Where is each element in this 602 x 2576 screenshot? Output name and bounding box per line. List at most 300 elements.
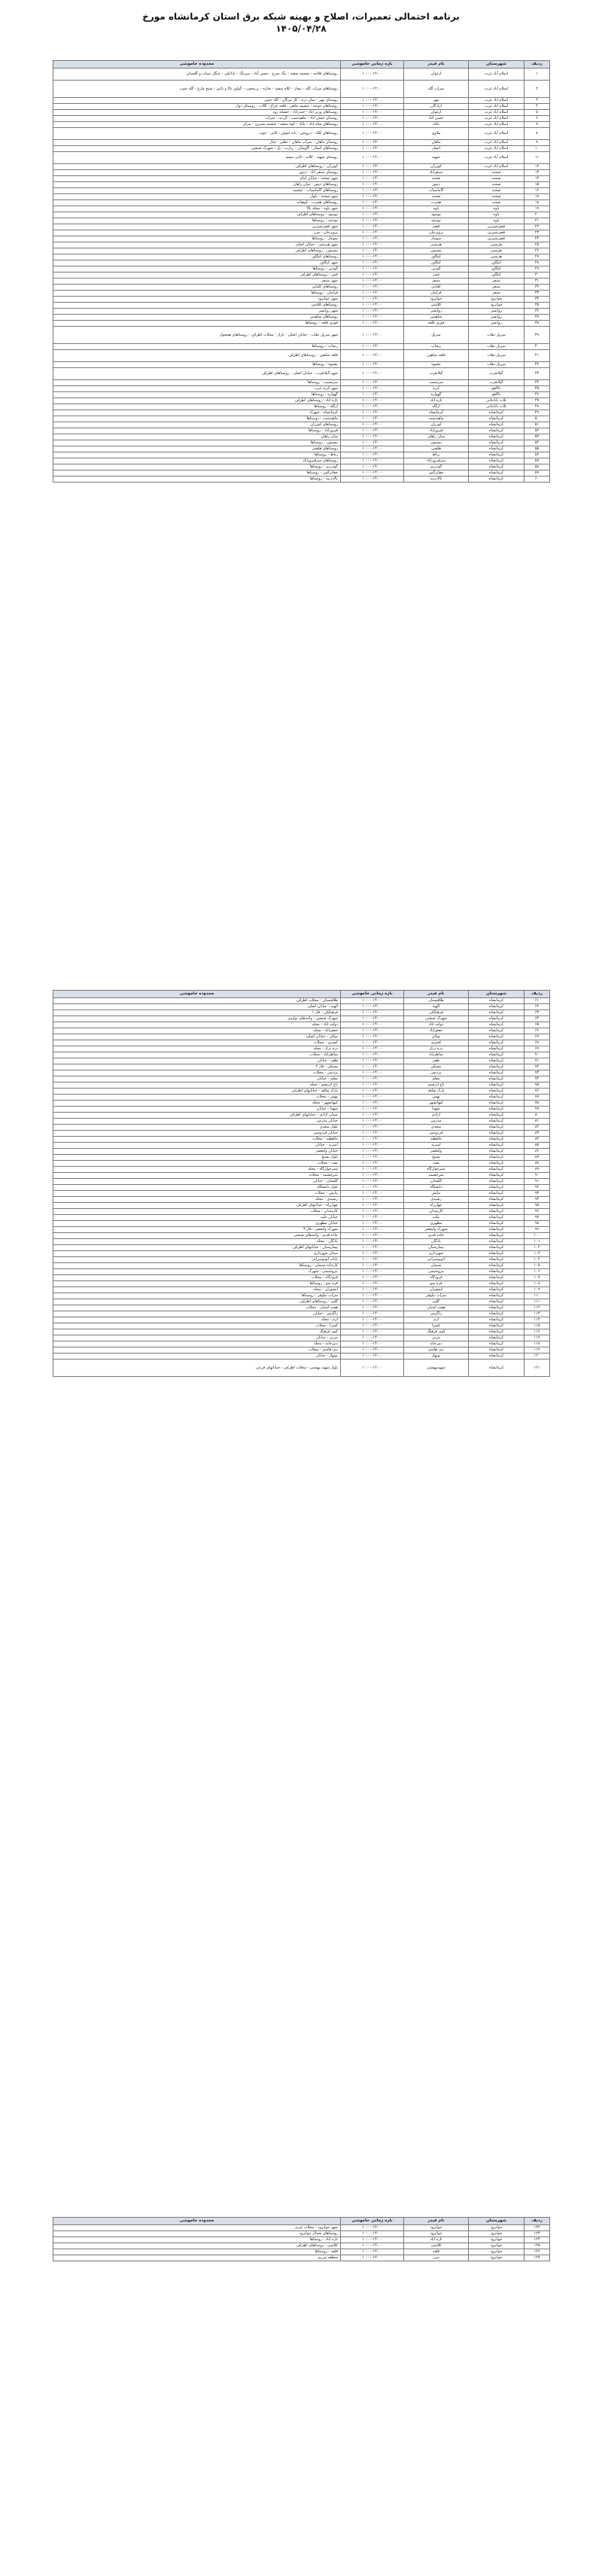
row-number-cell: ۱۱۱ — [524, 1299, 550, 1305]
county-cell: اسلام آباد غرب — [469, 104, 524, 110]
county-cell: گیلانغرب — [469, 368, 524, 380]
county-cell: جوانرود — [469, 2237, 524, 2243]
row-number-cell: ۶۸ — [524, 1040, 550, 1046]
feeder-cell: ظفر — [404, 1058, 469, 1064]
county-cell: کرمانشاه — [469, 1010, 524, 1016]
table-row — [53, 1203, 550, 1209]
header-time: بازه زمانی خاموشی — [341, 991, 404, 998]
outage-area-cell: هفت آشیان - محلات — [53, 1305, 341, 1311]
outage-area-cell: روستای مهر - میان دره - کل مرگان - گله جیبی — [53, 98, 341, 104]
outage-area-cell: میدان آزادی - خیابانهای اطراف — [53, 1113, 341, 1119]
row-number-cell: ۵۲ — [524, 428, 550, 434]
feeder-cell: پتروشیمی — [404, 1269, 469, 1275]
county-cell: کرمانشاه — [469, 1269, 524, 1275]
row-number-cell: ۱۲۱ — [524, 1360, 550, 1377]
outage-time-cell: ۱۰:۰۰-۱۴:۰۰ — [341, 1167, 404, 1173]
feeder-cell: آزادگان — [404, 104, 469, 110]
outage-time-cell: ۱۰:۰۰-۱۴:۰۰ — [341, 1257, 404, 1263]
header-county: شهرستان — [469, 61, 524, 69]
feeder-cell: هفت آشیان — [404, 1305, 469, 1311]
outage-time-cell: ۱۰:۰۰-۱۴:۰۰ — [341, 236, 404, 242]
header-feeder: نام فیدر — [404, 61, 469, 69]
row-number-cell: ۱۰ — [524, 146, 550, 152]
outage-area-cell: قلعه - روستاها — [53, 2249, 341, 2255]
header-time: بازه زمانی خاموشی — [341, 61, 404, 69]
header-feeder: نام فیدر — [404, 991, 469, 998]
outage-area-cell: شهر کرند غرب — [53, 386, 341, 392]
row-number-cell: ۸۱ — [524, 1119, 550, 1125]
table-row — [53, 1155, 550, 1161]
row-number-cell: ۹۷ — [524, 1215, 550, 1221]
outage-area-cell: نوکان - خیابان اصلی — [53, 1034, 341, 1040]
feeder-cell: سیمان — [404, 1263, 469, 1269]
outage-time-cell: ۱۰:۰۰-۱۴:۰۰ — [341, 1263, 404, 1269]
table-row — [53, 1275, 550, 1281]
county-cell: جوانرود — [469, 2249, 524, 2255]
row-number-cell: ۱۳ — [524, 170, 550, 176]
county-cell: اسلام آباد غرب — [469, 152, 524, 164]
outage-time-cell: ۱۰:۰۰-۱۴:۰۰ — [341, 1046, 404, 1052]
feeder-cell: کرند — [404, 386, 469, 392]
county-cell: کنگاور — [469, 273, 524, 279]
table-row — [53, 140, 550, 146]
outage-area-cell: روستاهای دینور - میان راهان — [53, 182, 341, 188]
row-number-cell: ۵۹ — [524, 470, 550, 477]
outage-area-cell: دبیرخانه - محله — [53, 1341, 341, 1347]
feeder-cell: گاماسیاب — [404, 188, 469, 194]
feeder-cell: یثربی — [404, 1335, 469, 1341]
county-cell: کرمانشاه — [469, 1155, 524, 1161]
row-number-cell: ۳۲ — [524, 285, 550, 291]
outage-area-cell: روستاهای وزیر آباد - حیدرآباد - خشکه رود — [53, 110, 341, 116]
row-number-cell: ۳۵ — [524, 303, 550, 309]
outage-time-cell: ۱۰:۰۰-۱۴:۰۰ — [341, 1161, 404, 1167]
county-cell: کرمانشاه — [469, 464, 524, 470]
outage-area-cell: کسرا - محلات — [53, 1323, 341, 1329]
county-cell: صحنه — [469, 170, 524, 176]
feeder-cell: قره سو — [404, 1281, 469, 1287]
outage-area-cell: ارم - محله — [53, 1317, 341, 1323]
outage-area-cell: پارک شاهد - خیابانهای اطراف — [53, 1089, 341, 1095]
outage-time-cell: ۱۰:۰۰-۱۴:۰۰ — [341, 291, 404, 297]
table-row — [53, 1197, 550, 1203]
row-number-cell: ۵۵ — [524, 446, 550, 452]
row-number-cell: ۹ — [524, 140, 550, 146]
county-cell: کرمانشاه — [469, 1293, 524, 1299]
outage-area-cell: کارمندان - محلات — [53, 1209, 341, 1215]
table-row — [53, 440, 550, 446]
table-row — [53, 1016, 550, 1022]
row-number-cell: ۶۶ — [524, 1028, 550, 1034]
outage-area-cell: منطقه مرزی — [53, 2255, 341, 2261]
outage-area-cell: ماهیدشت - روستاها — [53, 416, 341, 422]
county-cell: کرمانشاه — [469, 1143, 524, 1149]
table-row — [53, 303, 550, 309]
table-row — [53, 404, 550, 410]
outage-area-cell: نفت - محلات — [53, 1161, 341, 1167]
outage-area-cell: فرهنگیان - فاز ۱ — [53, 1010, 341, 1016]
outage-time-cell: ۱۰:۰۰-۱۴:۰۰ — [341, 416, 404, 422]
outage-area-cell: بیمارستان - خیابانهای اطراف — [53, 1245, 341, 1251]
outage-time-cell: ۱۰:۰۰-۱۴:۰۰ — [341, 1215, 404, 1221]
row-number-cell: ۶۱ — [524, 998, 550, 1004]
feeder-cell: نوبهار — [404, 1353, 469, 1360]
outage-time-cell: ۱۰:۰۰-۱۴:۰۰ — [341, 1131, 404, 1137]
outage-time-cell: ۱۰:۰۰-۱۴:۰۰ — [341, 1022, 404, 1028]
feeder-cell: مهر — [404, 98, 469, 104]
row-number-cell: ۱۹ — [524, 206, 550, 212]
table-row — [53, 194, 550, 200]
outage-area-cell: بنی هاشم - محلات — [53, 1347, 341, 1353]
feeder-cell: قلعه — [404, 2249, 469, 2255]
outage-area-cell: شهر صحنه - بلوار — [53, 194, 341, 200]
table-row — [53, 273, 550, 279]
row-number-cell: ۳۶ — [524, 309, 550, 315]
feeder-cell: پاوه — [404, 206, 469, 212]
outage-time-cell: ۱۰:۰۰-۱۴:۰۰ — [341, 458, 404, 464]
county-cell: پاوه — [469, 218, 524, 224]
outage-time-cell: ۱۰:۰۰-۱۴:۰۰ — [341, 1221, 404, 1227]
row-number-cell: ۲۱ — [524, 218, 550, 224]
row-number-cell: ۸۲ — [524, 1125, 550, 1131]
outage-time-cell: ۱۰:۰۰-۱۴:۰۰ — [341, 1004, 404, 1010]
feeder-cell: تازه آباد — [404, 398, 469, 404]
table-row — [53, 248, 550, 254]
county-cell: سنقر — [469, 279, 524, 285]
feeder-cell: کارمندان — [404, 1209, 469, 1215]
feeder-cell: سنقر — [404, 279, 469, 285]
outage-time-cell: ۱۰:۰۰-۱۴:۰۰ — [341, 1299, 404, 1305]
feeder-cell: ماهیدشت — [404, 416, 469, 422]
county-cell: کرمانشاه — [469, 1125, 524, 1131]
feeder-cell: جوانرود — [404, 2225, 469, 2231]
county-cell: سرپل ذهاب — [469, 362, 524, 368]
row-number-cell: ۱۲۰ — [524, 1353, 550, 1360]
feeder-cell: دینور — [404, 182, 469, 188]
header-county: شهرستان — [469, 991, 524, 998]
county-cell: کرمانشاه — [469, 1022, 524, 1028]
feeder-cell: کوزران — [404, 164, 469, 170]
feeder-cell: سنقراباد — [404, 170, 469, 176]
county-cell: کرمانشاه — [469, 1317, 524, 1323]
feeder-cell: کسرا — [404, 1323, 469, 1329]
feeder-cell: گلین — [404, 1299, 469, 1305]
feeder-cell: بشیوه — [404, 362, 469, 368]
county-cell: کرمانشاه — [469, 1257, 524, 1263]
row-number-cell: ۷۳ — [524, 1070, 550, 1076]
outage-time-cell: ۱۰:۰۰-۱۴:۰۰ — [341, 1329, 404, 1335]
outage-time-cell: ۱۰:۰۰-۱۴:۰۰ — [341, 1191, 404, 1197]
county-cell: کرمانشاه — [469, 998, 524, 1004]
feeder-cell: زاگرس — [404, 1311, 469, 1317]
row-number-cell: ۷۷ — [524, 1095, 550, 1101]
outage-time-cell: ۱۰:۰۰-۱۴:۰۰ — [341, 1143, 404, 1149]
row-number-cell: ۷۰ — [524, 1052, 550, 1058]
outage-time-cell: ۱۰:۰۰-۱۴:۰۰ — [341, 110, 404, 116]
row-number-cell: ۵۴ — [524, 440, 550, 446]
outage-area-cell: کارخانه سیمان - روستاها — [53, 1263, 341, 1269]
row-number-cell: ۴۷ — [524, 398, 550, 404]
feeder-cell: ملت — [404, 1215, 469, 1221]
table-row — [53, 309, 550, 315]
outage-time-cell: ۱۰:۰۰-۱۴:۰۰ — [341, 206, 404, 212]
feeder-cell: پادگان — [404, 1239, 469, 1245]
document-title — [53, 11, 549, 35]
table-row — [53, 188, 550, 194]
outage-time-cell: ۱۰:۰۰-۱۴:۰۰ — [341, 2225, 404, 2231]
outage-time-cell: ۱۰:۰۰-۱۴:۰۰ — [341, 1287, 404, 1293]
feeder-cell: سرفیروزآباد — [404, 458, 469, 464]
outage-area-cell: روستاهای شاه آباد - بانک - کوه سفید - چشمه شیرین - مرکز — [53, 122, 341, 128]
outage-area-cell: روستاهای آبشار - گاوشان - زیارت - پل - شهرک صنعتی — [53, 146, 341, 152]
title-line-1: برنامه احتمالی تعمیرات، اصلاح و بهینه شبکه برق استان کرمانشاه مورخ — [142, 11, 460, 22]
feeder-cell: بیستون — [404, 248, 469, 254]
feeder-cell: باغ ابریشم — [404, 1082, 469, 1089]
table-row — [53, 1317, 550, 1323]
row-number-cell: ۵۰ — [524, 416, 550, 422]
table-row — [53, 1058, 550, 1064]
outage-time-cell: ۱۰:۰۰-۱۴:۰۰ — [341, 404, 404, 410]
county-cell: کرمانشاه — [469, 1251, 524, 1257]
feeder-cell: سرچشمه — [404, 1173, 469, 1179]
county-cell: سرپل ذهاب — [469, 344, 524, 350]
outage-area-cell: رشیدی - محله — [53, 1197, 341, 1203]
outage-time-cell: ۱۰:۰۰-۱۴:۰۰ — [341, 285, 404, 291]
outage-time-cell: ۱۰:۰۰-۱۴:۰۰ — [341, 1016, 404, 1022]
outage-area-cell: شهر قصرشیرین — [53, 224, 341, 230]
outage-area-cell: نیایش - محلات — [53, 1191, 341, 1197]
feeder-cell: مدرس — [404, 1119, 469, 1125]
row-number-cell: ۲۹ — [524, 266, 550, 273]
table-row — [53, 110, 550, 116]
county-cell: اسلام آباد غرب — [469, 81, 524, 98]
outage-area-cell: شهر صحنه - خیابان امام — [53, 176, 341, 182]
outage-area-cell: روستاهای شمال جوانرود — [53, 2231, 341, 2237]
row-number-cell: ۶۳ — [524, 1010, 550, 1016]
table-row — [53, 1299, 550, 1305]
outage-area-cell: شهر روانسر — [53, 309, 341, 315]
outage-table — [53, 60, 550, 483]
outage-area-cell: بیستون - روستاها — [53, 440, 341, 446]
row-number-cell: ۴۲ — [524, 362, 550, 368]
schedule-page-2 — [53, 990, 549, 1377]
outage-area-cell: طاقبستان - محلات اطراف — [53, 998, 341, 1004]
county-cell: کرمانشاه — [469, 1167, 524, 1173]
feeder-cell: صحنه — [404, 194, 469, 200]
table-row — [53, 218, 550, 224]
table-row — [53, 1233, 550, 1239]
county-cell: کرمانشاه — [469, 1064, 524, 1070]
header-feeder: نام فیدر — [404, 2218, 469, 2225]
outage-time-cell: ۱۰:۰۰-۱۴:۰۰ — [341, 122, 404, 128]
outage-area-cell: میدان شهرداری — [53, 1251, 341, 1257]
county-cell: کرمانشاه — [469, 477, 524, 483]
outage-time-cell: ۱۰:۰۰-۱۴:۰۰ — [341, 1010, 404, 1016]
outage-time-cell: ۱۰:۰۰-۱۴:۰۰ — [341, 446, 404, 452]
table-row — [53, 266, 550, 273]
header-row-no: ردیف — [524, 61, 550, 69]
table-row — [53, 1281, 550, 1287]
outage-time-cell: ۱۰:۰۰-۱۴:۰۰ — [341, 248, 404, 254]
table-row — [53, 1329, 550, 1335]
outage-area-cell: فیروزآباد - روستاها — [53, 428, 341, 434]
outage-area-cell: آبشوران - محله — [53, 1287, 341, 1293]
outage-area-cell: روستاهای هلشی — [53, 446, 341, 452]
table-row — [53, 1245, 550, 1251]
outage-area-cell: کسری - محلات — [53, 1040, 341, 1046]
row-number-cell: ۱۲۵ — [524, 2243, 550, 2249]
outage-time-cell: ۱۰:۰۰-۱۴:۰۰ — [341, 164, 404, 170]
feeder-cell: شهرک صنعتی — [404, 1016, 469, 1022]
row-number-cell: ۳۹ — [524, 327, 550, 344]
table-row — [53, 1119, 550, 1125]
outage-time-cell: ۱۰:۰۰-۱۴:۰۰ — [341, 1155, 404, 1161]
county-cell: ثلاث باباجانی — [469, 398, 524, 404]
outage-time-cell: ۱۰:۰۰-۱۴:۰۰ — [341, 434, 404, 440]
outage-area-cell: گودرزی - روستاها — [53, 464, 341, 470]
row-number-cell: ۱۱۸ — [524, 1341, 550, 1347]
feeder-cell: سرمست — [404, 380, 469, 386]
outage-time-cell: ۱۰:۰۰-۱۴:۰۰ — [341, 188, 404, 194]
table-row — [53, 1161, 550, 1167]
feeder-cell: جوانرود — [404, 2231, 469, 2237]
table-row — [53, 1028, 550, 1034]
feeder-cell: ارم — [404, 1317, 469, 1323]
feeder-cell: گهواره — [404, 392, 469, 398]
table-row — [53, 1191, 550, 1197]
county-cell: جوانرود — [469, 2225, 524, 2231]
outage-time-cell: ۱۰:۰۰-۱۴:۰۰ — [341, 104, 404, 110]
county-cell: کرمانشاه — [469, 1281, 524, 1287]
row-number-cell: ۷۶ — [524, 1089, 550, 1095]
county-cell: قصرشیرین — [469, 230, 524, 236]
table-row — [53, 242, 550, 248]
outage-time-cell: ۱۰:۰۰-۱۴:۰۰ — [341, 1305, 404, 1311]
outage-area-cell: شهر کنگاور — [53, 260, 341, 266]
row-number-cell: ۴۳ — [524, 368, 550, 380]
table-row — [53, 1311, 550, 1317]
feeder-cell: اتوبوسرانی — [404, 1257, 469, 1263]
feeder-cell: هلشی — [404, 446, 469, 452]
row-number-cell: ۱۲۶ — [524, 2249, 550, 2255]
county-cell: کرمانشاه — [469, 458, 524, 464]
table-row — [53, 386, 550, 392]
feeder-cell: شیرخوارگاه — [404, 1167, 469, 1173]
outage-area-cell: فش - روستاهای اطراف — [53, 273, 341, 279]
feeder-cell: فردوسی — [404, 1131, 469, 1137]
feeder-cell: نوکان — [404, 1034, 469, 1040]
county-cell: کرمانشاه — [469, 1016, 524, 1022]
outage-area-cell: پرویزخان - مرز — [53, 230, 341, 236]
outage-area-cell: خیابان ولیعصر — [53, 1149, 341, 1155]
table-row — [53, 1064, 550, 1070]
row-number-cell: ۷۸ — [524, 1101, 550, 1107]
feeder-cell: شهرداری — [404, 1251, 469, 1257]
feeder-cell: مسکن — [404, 1064, 469, 1070]
outage-time-cell: ۱۰:۰۰-۱۴:۰۰ — [341, 1311, 404, 1317]
table-row — [53, 446, 550, 452]
county-cell: کرمانشاه — [469, 1089, 524, 1095]
outage-time-cell: ۱۰:۰۰-۱۴:۰۰ — [341, 254, 404, 260]
outage-time-cell: ۱۰:۰۰-۱۴:۰۰ — [341, 1076, 404, 1082]
schedule-page-1 — [53, 60, 549, 483]
table-row — [53, 1347, 550, 1353]
outage-time-cell: ۱۰:۰۰-۱۴:۰۰ — [341, 1203, 404, 1209]
outage-time-cell: ۱۰:۰۰-۱۴:۰۰ — [341, 362, 404, 368]
outage-area-cell: روستای ماهان - سراب ماهان - دهلیز - چنار — [53, 140, 341, 146]
county-cell: کرمانشاه — [469, 1203, 524, 1209]
outage-area-cell: جعفرآباد - محله — [53, 1028, 341, 1034]
feeder-cell: فرودگاه — [404, 1275, 469, 1281]
outage-time-cell: ۱۰:۰۰-۱۴:۰۰ — [341, 1185, 404, 1191]
row-number-cell: ۶۴ — [524, 1016, 550, 1022]
row-number-cell: ۷۹ — [524, 1107, 550, 1113]
feeder-cell: شهید — [404, 152, 469, 164]
row-number-cell: ۱۱ — [524, 152, 550, 164]
outage-area-cell: بشیوه - روستاها — [53, 362, 341, 368]
row-number-cell: ۱۱۷ — [524, 1335, 550, 1341]
feeder-cell: شهرک ولیعصر — [404, 1227, 469, 1233]
county-cell: روانسر — [469, 321, 524, 327]
feeder-cell: دبیرخانه — [404, 1341, 469, 1347]
outage-area-cell: بلوار شهید بهشتی - محلات اطراف - خیابانهای فرعی — [53, 1360, 341, 1377]
county-cell: کرمانشاه — [469, 1046, 524, 1052]
outage-area-cell: حافظیه - محلات — [53, 1137, 341, 1143]
table-row — [53, 315, 550, 321]
outage-time-cell: ۱۰:۰۰-۱۴:۰۰ — [341, 1293, 404, 1299]
county-cell: کرمانشاه — [469, 1161, 524, 1167]
table-row — [53, 1341, 550, 1347]
row-number-cell: ۵۷ — [524, 458, 550, 464]
feeder-cell: ارغوان — [404, 69, 469, 81]
feeder-cell: کوی فرهنگ — [404, 1329, 469, 1335]
feeder-cell: سرپل — [404, 327, 469, 344]
outage-area-cell: چقانرگس - روستاها — [53, 470, 341, 477]
outage-area-cell: کیهانشهر - محله — [53, 1101, 341, 1107]
outage-time-cell: ۱۰:۰۰-۱۴:۰۰ — [341, 1209, 404, 1215]
feeder-cell: چهارراه — [404, 1203, 469, 1209]
feeder-cell: ماهان — [404, 140, 469, 146]
outage-area-cell: شهر جوانرود - محلات غربی — [53, 2225, 341, 2231]
county-cell: کرمانشاه — [469, 1233, 524, 1239]
county-cell: اسلام آباد غرب — [469, 146, 524, 152]
county-cell: هرسین — [469, 254, 524, 260]
outage-time-cell: ۱۰:۰۰-۱۴:۰۰ — [341, 200, 404, 206]
county-cell: روانسر — [469, 315, 524, 321]
feeder-cell: کرمانشاه — [404, 410, 469, 416]
row-number-cell: ۹۸ — [524, 1221, 550, 1227]
feeder-cell: فیروزآباد — [404, 428, 469, 434]
outage-time-cell: ۱۰:۰۰-۱۴:۰۰ — [341, 81, 404, 98]
row-number-cell: ۳۷ — [524, 315, 550, 321]
county-cell: کرمانشاه — [469, 1034, 524, 1040]
feeder-cell: آبشوران — [404, 1287, 469, 1293]
feeder-cell: کسری — [404, 1040, 469, 1046]
county-cell: کرمانشاه — [469, 416, 524, 422]
county-cell: قصرشیرین — [469, 224, 524, 230]
table-row — [53, 452, 550, 458]
table-row — [53, 2243, 550, 2249]
county-cell: پاوه — [469, 206, 524, 212]
table-row — [53, 236, 550, 242]
outage-time-cell: ۱۰:۰۰-۱۴:۰۰ — [341, 1275, 404, 1281]
county-cell: صحنه — [469, 176, 524, 182]
outage-area-cell: گلین - روستاهای اطراف — [53, 1299, 341, 1305]
row-number-cell: ۴۱ — [524, 350, 550, 362]
outage-time-cell: ۱۰:۰۰-۱۴:۰۰ — [341, 350, 404, 362]
outage-area-cell: ریجاب - روستاها — [53, 344, 341, 350]
county-cell: کرمانشاه — [469, 410, 524, 416]
